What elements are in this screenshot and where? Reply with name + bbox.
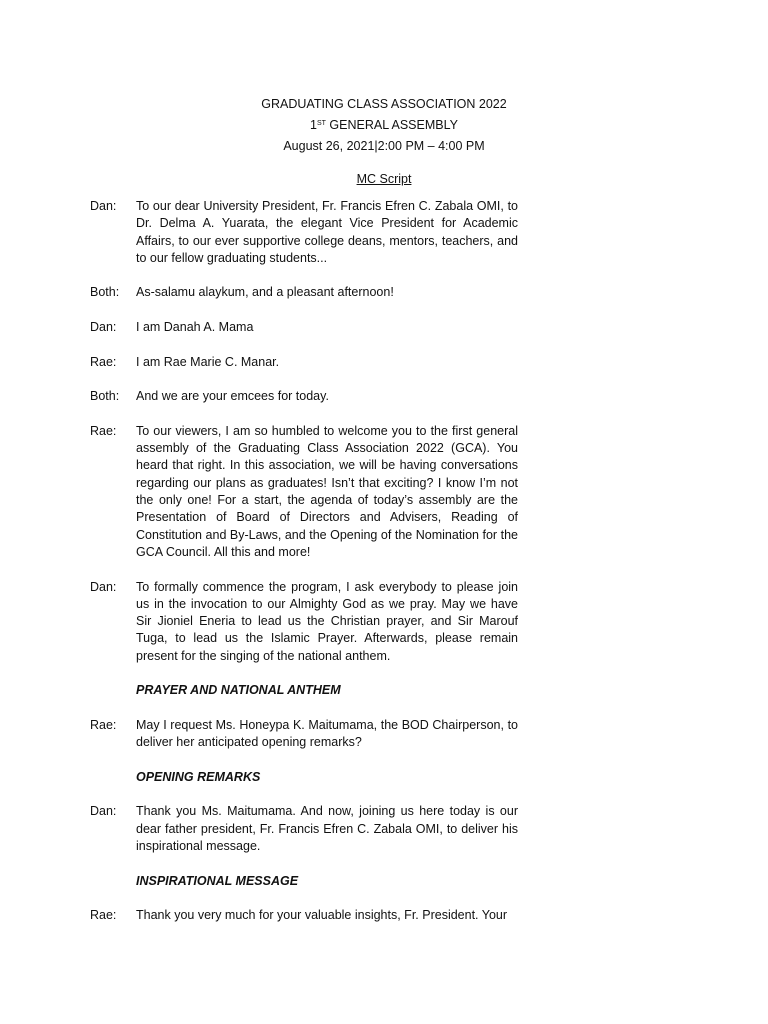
script-entry bbox=[90, 907, 518, 924]
document-title: GRADUATING CLASS ASSOCIATION 2022 bbox=[261, 97, 507, 111]
script-entry bbox=[90, 803, 518, 855]
script-entry bbox=[90, 388, 518, 405]
speaker-line: To formally commence the program, I ask everybody to please join us in the invocation to our Almighty God as we pray. May we have Sir Jioniel Eneria to lead us the Christian prayer, and Sir Marouf Tuga, to lead us the Islamic Prayer. Afterwards, please remain present for the singing of the national anthem. bbox=[136, 579, 518, 663]
speaker-line: Thank you very much for your valuable insights, Fr. President. Your bbox=[136, 908, 508, 923]
speaker-label: Rae: bbox=[90, 423, 117, 438]
speaker-line: To our dear University President, Fr. Francis Efren C. Zabala OMI, to Dr. Delma A. Yuarata, the elegant Vice President for Academic Affairs, to our ever supportive college deans, mentors, teachers, and to our fellow graduating students... bbox=[136, 199, 518, 265]
speaker-line: To our viewers, I am so humbled to welcome you to the first general assembly of the Graduating Class Association 2022 (GCA). You heard that right. In this association, we will be having conversations regarding our plans as graduates! Isn’t that exciting? I know I’m not the only one! For a start, the agenda of today’s assembly are the Presentation of Board of Directors and Advisers, Reading of Constitution and By-Laws, and the Opening of the Nomination for the GCA Council. All this and more! bbox=[136, 423, 518, 559]
document-header bbox=[0, 94, 768, 190]
script-entry bbox=[90, 423, 518, 561]
script-entry bbox=[90, 579, 518, 665]
speaker-label: Both: bbox=[90, 389, 120, 404]
speaker-label: Dan: bbox=[90, 804, 117, 819]
speaker-label: Rae: bbox=[90, 717, 117, 732]
assembly-ordinal-suffix: ST bbox=[317, 120, 326, 127]
event-date-time: August 26, 2021|2:00 PM – 4:00 PM bbox=[283, 139, 485, 153]
mc-script-body bbox=[90, 198, 518, 942]
speaker-line: As-salamu alaykum, and a pleasant afternoon! bbox=[136, 285, 394, 300]
assembly-label: GENERAL ASSEMBLY bbox=[325, 118, 458, 132]
speaker-label: Rae: bbox=[90, 354, 117, 369]
program-segment-heading: PRAYER AND NATIONAL ANTHEM bbox=[136, 683, 341, 698]
script-entry bbox=[90, 284, 518, 301]
speaker-line: I am Danah A. Mama bbox=[136, 320, 254, 335]
speaker-line: Thank you Ms. Maitumama. And now, joining us here today is our dear father president, Fr. Francis Efren C. Zabala OMI, to deliver his inspirational message. bbox=[136, 804, 518, 853]
speaker-line: May I request Ms. Honeypa K. Maitumama, the BOD Chairperson, to deliver her anticipated opening remarks? bbox=[136, 717, 518, 750]
script-entry bbox=[90, 717, 518, 752]
speaker-line: And we are your emcees for today. bbox=[136, 389, 329, 404]
assembly-heading bbox=[0, 115, 768, 136]
speaker-label: Both: bbox=[90, 285, 120, 300]
program-segment-heading: INSPIRATIONAL MESSAGE bbox=[136, 873, 299, 888]
document-subtitle: MC Script bbox=[356, 172, 412, 186]
script-entry bbox=[90, 198, 518, 267]
program-segment-heading: OPENING REMARKS bbox=[136, 769, 261, 784]
speaker-line: I am Rae Marie C. Manar. bbox=[136, 354, 280, 369]
speaker-label: Dan: bbox=[90, 199, 117, 213]
speaker-label: Dan: bbox=[90, 320, 117, 335]
script-entry bbox=[90, 319, 518, 336]
script-entry bbox=[90, 354, 518, 371]
assembly-ordinal: 1 bbox=[310, 118, 317, 132]
speaker-label: Dan: bbox=[90, 579, 117, 594]
speaker-label: Rae: bbox=[90, 908, 117, 923]
